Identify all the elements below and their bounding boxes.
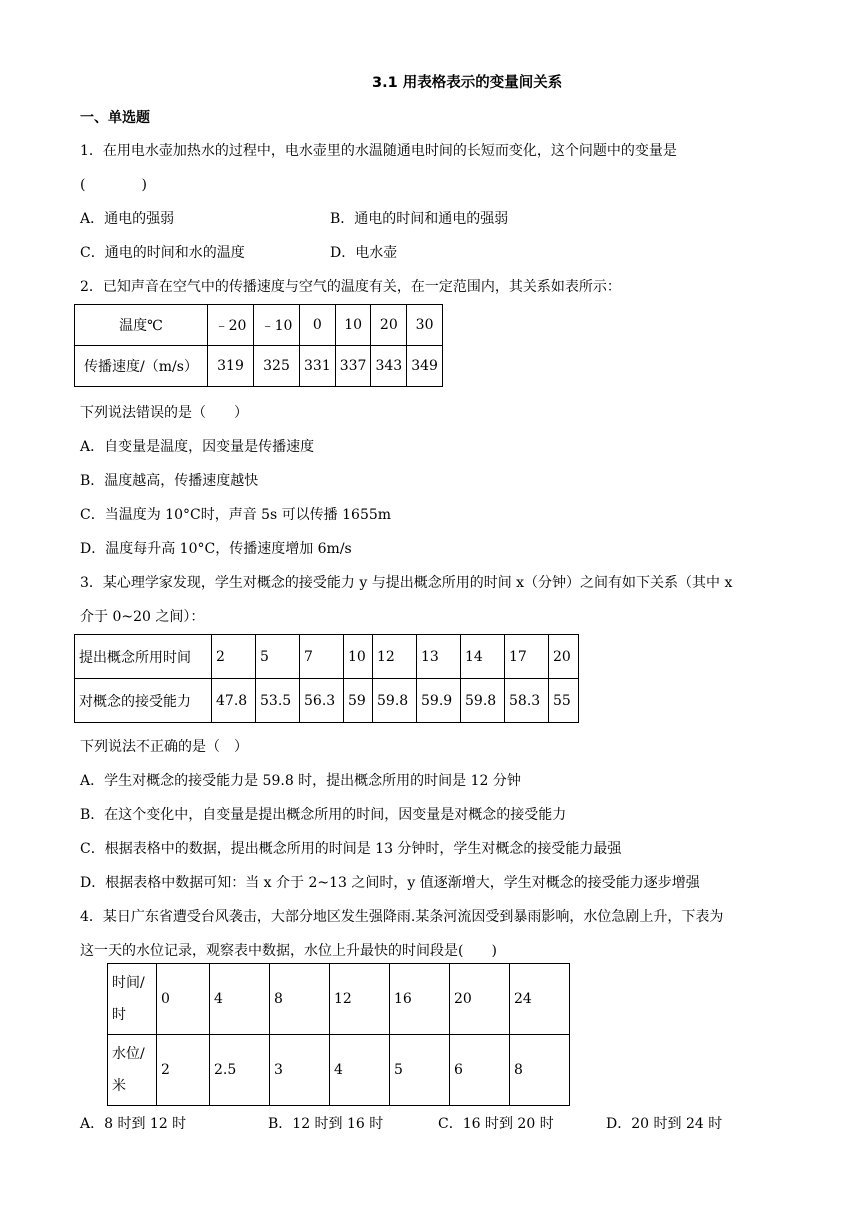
q1-stem: 1．在用电水壶加热水的过程中，电水壶里的水温随通电时间的长短而变化，这个问题中的变量是	[80, 143, 677, 159]
table-cell: 10	[335, 305, 371, 346]
table-cell: 4	[210, 964, 270, 1035]
q4-option-a[interactable]: A．8 时到 12 时	[80, 1116, 187, 1132]
table-cell: 传播速度/（m/s）	[75, 346, 208, 387]
q4-option-c[interactable]: C．16 时到 20 时	[438, 1116, 554, 1132]
table-cell: 17	[505, 635, 549, 679]
table-cell: 6	[450, 1035, 510, 1106]
table-cell: 12	[373, 635, 417, 679]
table-cell: 水位/米	[108, 1035, 157, 1106]
table-cell: 10	[344, 635, 373, 679]
table-cell: 温度℃	[75, 305, 208, 346]
q1-option-c[interactable]: C．通电的时间和水的温度	[80, 245, 245, 261]
table-cell: 59.8	[373, 679, 417, 723]
table-cell: 24	[510, 964, 570, 1035]
q2-option-b[interactable]: B．温度越高，传播速度越快	[80, 473, 259, 489]
q2-stem: 2．已知声音在空气中的传播速度与空气的温度有关，在一定范围内，其关系如表所示：	[80, 279, 621, 295]
q1-option-d[interactable]: D．电水壶	[330, 245, 398, 261]
table-cell: 20	[450, 964, 510, 1035]
q3-concept-table	[74, 634, 579, 723]
q3-option-a[interactable]: A．学生对概念的接受能力是 59.8 时，提出概念所用的时间是 12 分钟	[80, 773, 521, 789]
table-cell: 53.5	[256, 679, 300, 723]
q3-ask: 下列说法不正确的是（ ）	[80, 739, 248, 755]
q4-stem-cont: 这一天的水位记录，观察表中数据，水位上升最快的时间段是( )	[80, 943, 497, 959]
table-cell: 325	[254, 346, 300, 387]
q4-water-level-table	[107, 963, 570, 1106]
q3-option-d[interactable]: D．根据表格中数据可知：当 x 介于 2~13 之间时，y 值逐渐增大，学生对概念的接受能力逐步增强	[80, 875, 700, 891]
table-cell: 8	[270, 964, 330, 1035]
table-cell: 56.3	[300, 679, 344, 723]
page-title: 3.1 用表格表示的变量间关系	[372, 75, 563, 91]
table-cell: 0	[157, 964, 210, 1035]
table-row	[75, 305, 443, 346]
table-cell: 59.9	[417, 679, 461, 723]
q3-option-c[interactable]: C．根据表格中的数据，提出概念所用的时间是 13 分钟时，学生对概念的接受能力最强	[80, 841, 622, 857]
table-cell: 59.8	[461, 679, 505, 723]
table-row	[75, 635, 579, 679]
table-cell: 5	[390, 1035, 450, 1106]
table-row	[75, 679, 579, 723]
table-cell: 343	[371, 346, 407, 387]
table-cell: 5	[256, 635, 300, 679]
table-row	[108, 964, 570, 1035]
q1-option-a[interactable]: A．通电的强弱	[80, 211, 175, 227]
table-cell: 30	[407, 305, 443, 346]
q2-temperature-speed-table	[74, 304, 443, 387]
table-cell: 提出概念所用时间	[75, 635, 212, 679]
table-cell: 337	[335, 346, 371, 387]
table-cell: 4	[330, 1035, 390, 1106]
table-row	[75, 346, 443, 387]
table-cell: 16	[390, 964, 450, 1035]
table-cell: 7	[300, 635, 344, 679]
table-cell: 20	[371, 305, 407, 346]
table-cell: 55	[549, 679, 579, 723]
table-cell: 8	[510, 1035, 570, 1106]
q4-option-b[interactable]: B．12 时到 16 时	[268, 1116, 384, 1132]
table-cell: 2	[157, 1035, 210, 1106]
q1-option-b[interactable]: B．通电的时间和通电的强弱	[330, 211, 509, 227]
table-row	[108, 1035, 570, 1106]
q2-ask: 下列说法错误的是（ ）	[80, 405, 248, 421]
table-cell: 对概念的接受能力	[75, 679, 212, 723]
table-cell: 2	[212, 635, 256, 679]
table-cell: 2.5	[210, 1035, 270, 1106]
table-cell: 319	[208, 346, 254, 387]
q2-option-d[interactable]: D．温度每升高 10°C，传播速度增加 6m/s	[80, 541, 352, 557]
table-cell: ﹣20	[208, 305, 254, 346]
q3-option-b[interactable]: B．在这个变化中，自变量是提出概念所用的时间，因变量是对概念的接受能力	[80, 807, 567, 823]
table-cell: 349	[407, 346, 443, 387]
q4-option-d[interactable]: D．20 时到 24 时	[606, 1116, 723, 1132]
section-heading: 一、单选题	[80, 110, 150, 126]
table-cell: 0	[300, 305, 336, 346]
table-cell: 20	[549, 635, 579, 679]
table-cell: 14	[461, 635, 505, 679]
table-cell: 3	[270, 1035, 330, 1106]
q4-stem: 4．某日广东省遭受台风袭击，大部分地区发生强降雨.某条河流因受到暴雨影响，水位急剧上升，下表为	[80, 909, 724, 925]
q3-stem: 3．某心理学家发现，学生对概念的接受能力 y 与提出概念所用的时间 x（分钟）之间有如下关系（其中 x	[80, 575, 733, 591]
table-cell: 12	[330, 964, 390, 1035]
table-cell: ﹣10	[254, 305, 300, 346]
q2-option-a[interactable]: A．自变量是温度，因变量是传播速度	[80, 439, 315, 455]
table-cell: 13	[417, 635, 461, 679]
q1-stem-cont: ( )	[80, 177, 147, 193]
table-cell: 59	[344, 679, 373, 723]
table-cell: 58.3	[505, 679, 549, 723]
table-cell: 时间/时	[108, 964, 157, 1035]
q2-option-c[interactable]: C．当温度为 10°C时，声音 5s 可以传播 1655m	[80, 507, 392, 523]
table-cell: 331	[300, 346, 336, 387]
q3-stem-cont: 介于 0~20 之间）：	[80, 609, 205, 625]
table-cell: 47.8	[212, 679, 256, 723]
